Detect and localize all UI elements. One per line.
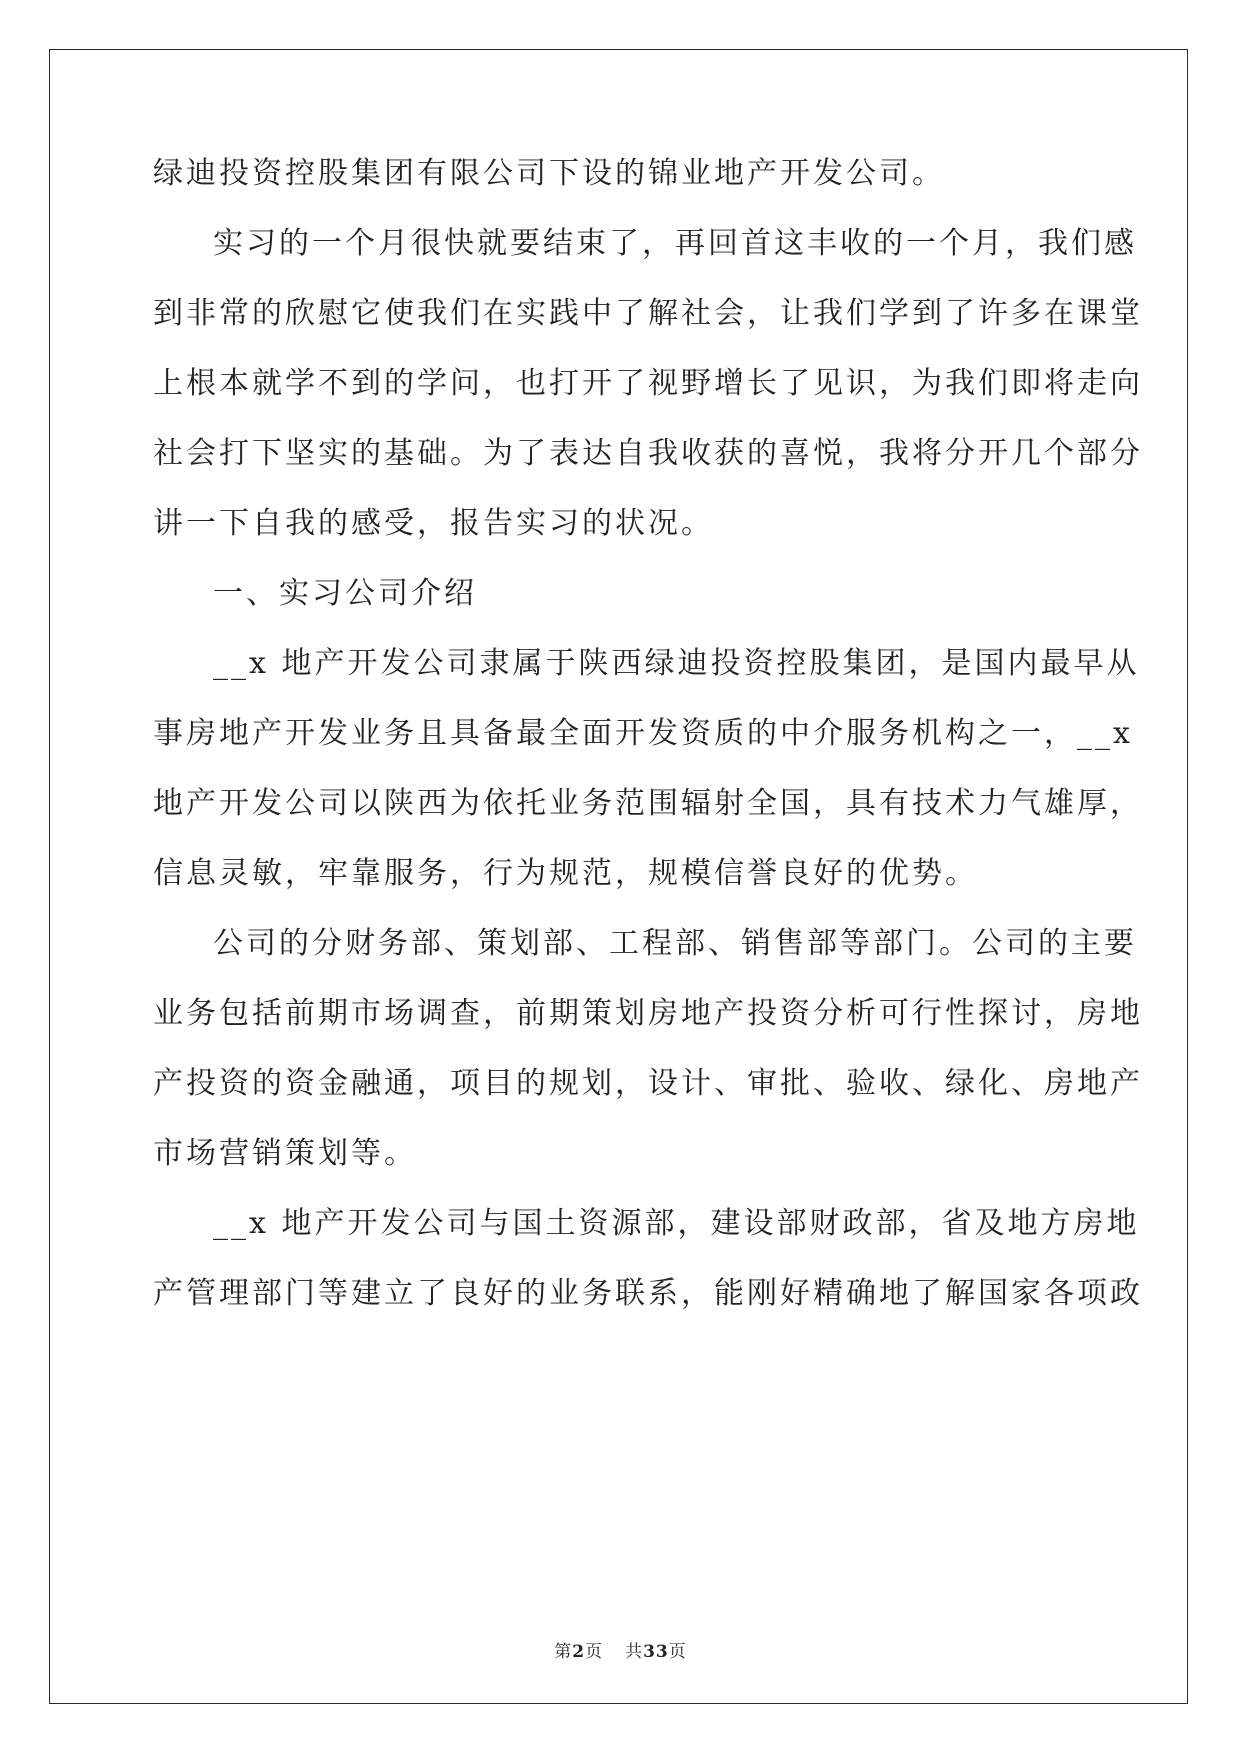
text-line-3: 到非常的欣慰它使我们在实践中了解社会，让我们学到了许多在课堂 [153, 296, 1143, 331]
text-line-16: __x 地产开发公司与国土资源部，建设部财政部，省及地方房地 [213, 1206, 1140, 1241]
text-line-6: 讲一下自我的感受，报告实习的状况。 [153, 506, 714, 541]
text-line-5: 社会打下坚实的基础。为了表达自我收获的喜悦，我将分开几个部分 [153, 436, 1143, 471]
page-footer [0, 1641, 1241, 1663]
page-number: 2 [572, 1642, 586, 1662]
text-line-13: 业务包括前期市场调查，前期策划房地产投资分析可行性探讨，房地 [153, 996, 1143, 1031]
total-prefix: 共 [625, 1642, 644, 1662]
text-line-2: 实习的一个月很快就要结束了，再回首这丰收的一个月，我们感 [213, 226, 1137, 261]
total-suffix: 页 [668, 1642, 687, 1662]
text-line-11: 信息灵敏，牢靠服务，行为规范，规模信誉良好的优势。 [153, 856, 978, 891]
text-line-12: 公司的分财务部、策划部、工程部、销售部等部门。公司的主要 [213, 926, 1137, 961]
section-heading: 一、实习公司介绍 [213, 576, 477, 611]
total-pages: 33 [643, 1642, 669, 1662]
page-suffix: 页 [585, 1642, 604, 1662]
text-line-4: 上根本就学不到的学问，也打开了视野增长了见识，为我们即将走向 [153, 366, 1143, 401]
text-line-14: 产投资的资金融通，项目的规划，设计、审批、验收、绿化、房地产 [153, 1066, 1143, 1101]
text-line-1: 绿迪投资控股集团有限公司下设的锦业地产开发公司。 [153, 156, 945, 191]
text-line-17: 产管理部门等建立了良好的业务联系，能刚好精确地了解国家各项政 [153, 1276, 1143, 1311]
page-prefix: 第 [554, 1642, 573, 1662]
text-line-8: __x 地产开发公司隶属于陕西绿迪投资控股集团，是国内最早从 [213, 646, 1140, 681]
text-line-15: 市场营销策划等。 [153, 1136, 417, 1171]
text-line-10: 地产开发公司以陕西为依托业务范围辐射全国，具有技术力气雄厚， [153, 786, 1143, 821]
text-line-9: 事房地产开发业务且具备最全面开发资质的中介服务机构之一，__x [153, 716, 1133, 751]
